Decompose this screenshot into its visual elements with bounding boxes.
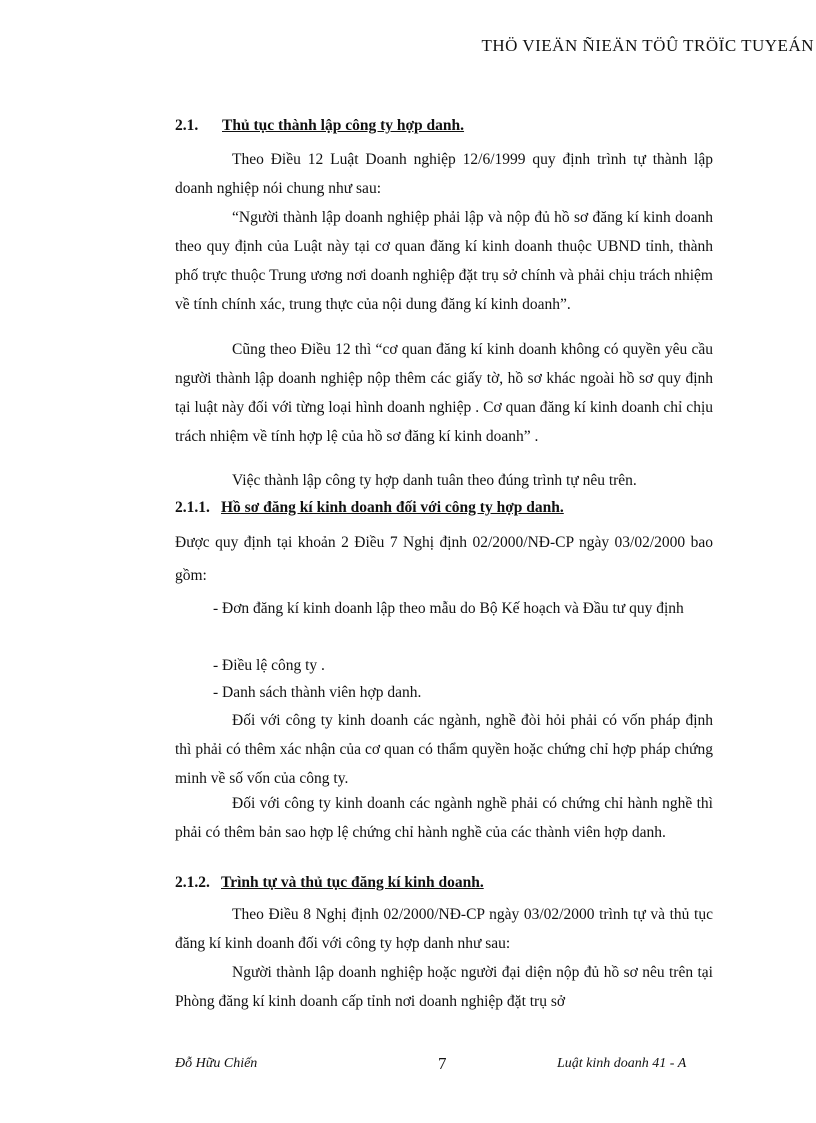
paragraph-3: Cũng theo Điều 12 thì “cơ quan đăng kí kinh doanh không có quyền yêu cầu người thành lập doanh nghiệp nộp thêm các giấy tờ, hồ sơ khác ngoài hồ sơ quy định tại luật này đối với từng loại hình doanh nghiệp . Cơ quan đăng kí kinh doanh chỉ chịu trách nhiệm về tính hợp lệ của hồ sơ đăng kí kinh doanh” . [175, 341, 713, 445]
list-item: - Điều lệ công ty . [213, 657, 325, 674]
subsection-2-number: 2.1.2. [175, 874, 210, 891]
paragraph-4: Việc thành lập công ty hợp danh tuân theo đúng trình tự nêu trên. [232, 472, 637, 489]
paragraph-7: Theo Điều 8 Nghị định 02/2000/NĐ-CP ngày 03/02/2000 trình tự và thủ tục đăng kí kinh doanh đối với công ty hợp danh như sau: [175, 906, 713, 952]
subsection-1-title: Hồ sơ đăng kí kinh doanh đối với công ty hợp danh. [221, 499, 564, 516]
paragraph-8: Người thành lập doanh nghiệp hoặc người đại diện nộp đủ hồ sơ nêu trên tại Phòng đăng kí kinh doanh cấp tỉnh nơi doanh nghiệp đặt trụ sở [175, 964, 713, 1010]
subsection-2-heading [175, 871, 484, 895]
list-item: - Danh sách thành viên hợp danh. [213, 684, 422, 701]
section-number: 2.1. [175, 117, 199, 134]
section-title: Thủ tục thành lập công ty hợp danh. [222, 117, 465, 134]
section-heading [175, 114, 464, 138]
subsection-1-intro: Được quy định tại khoản 2 Điều 7 Nghị định 02/2000/NĐ-CP ngày 03/02/2000 bao gồm: [175, 534, 713, 584]
footer-course: Luật kinh doanh 41 - A [557, 1056, 687, 1071]
page-number: 7 [438, 1054, 447, 1073]
paragraph-6: Đối với công ty kinh doanh các ngành nghề phải có chứng chỉ hành nghề thì phải có thêm bản sao hợp lệ chứng chỉ hành nghề của các thành viên hợp danh. [175, 795, 713, 841]
paragraph-5: Đối với công ty kinh doanh các ngành, nghề đòi hỏi phải có vốn pháp định thì phải có thêm xác nhận của cơ quan có thẩm quyền hoặc chứng chỉ hợp pháp chứng minh về số vốn của công ty. [175, 712, 713, 787]
paragraph-1: Theo Điều 12 Luật Doanh nghiệp 12/6/1999 quy định trình tự thành lập doanh nghiệp nói chung như sau: [175, 151, 713, 197]
subsection-2-title: Trình tự và thủ tục đăng kí kinh doanh. [221, 874, 484, 891]
subsection-1-number: 2.1.1. [175, 499, 210, 516]
running-header: THÖ VIEÄN ÑIEÄN TÖÛ TRÖÏC TUYEÁN [481, 36, 814, 55]
list-item: - Đơn đăng kí kinh doanh lập theo mẫu do Bộ Kế hoạch và Đầu tư quy định [213, 600, 684, 617]
paragraph-2-quote: “Người thành lập doanh nghiệp phải lập và nộp đủ hồ sơ đăng kí kinh doanh theo quy định của Luật này tại cơ quan đăng kí kinh doanh thuộc UBND tỉnh, thành phố trực thuộc Trung ương nơi doanh nghiệp đặt trụ sở chính và phải chịu trách nhiệm về tính chính xác, trung thực của nội dung đăng kí kinh doanh”. [175, 209, 713, 313]
subsection-1-heading [175, 496, 564, 520]
footer-author: Đỗ Hữu Chiến [175, 1056, 258, 1071]
